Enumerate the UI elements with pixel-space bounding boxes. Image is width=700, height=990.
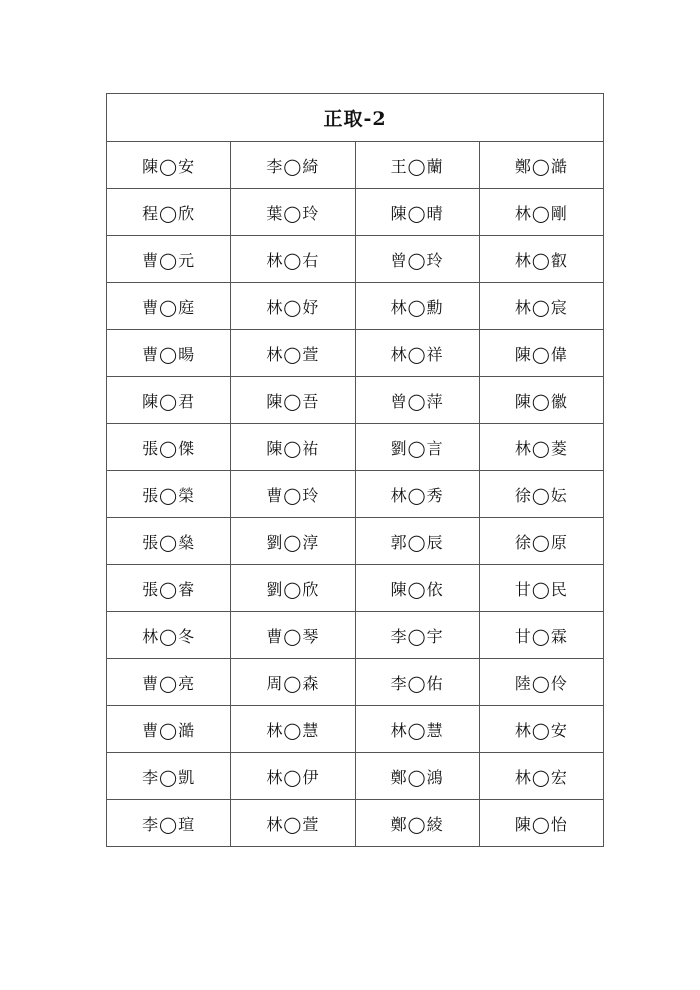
name-cell: 李◯凱 xyxy=(107,753,231,800)
name-cell: 林◯右 xyxy=(231,236,355,283)
name-cell: 李◯綺 xyxy=(231,142,355,189)
name-cell: 林◯宸 xyxy=(479,283,603,330)
name-cell: 曹◯亮 xyxy=(107,659,231,706)
name-cell: 張◯燊 xyxy=(107,518,231,565)
name-cell: 鄭◯綾 xyxy=(355,800,479,847)
name-cell: 張◯榮 xyxy=(107,471,231,518)
name-cell: 劉◯淳 xyxy=(231,518,355,565)
name-cell: 林◯祥 xyxy=(355,330,479,377)
name-cell: 陸◯伶 xyxy=(479,659,603,706)
name-cell: 劉◯言 xyxy=(355,424,479,471)
name-cell: 林◯叡 xyxy=(479,236,603,283)
name-cell: 李◯瑄 xyxy=(107,800,231,847)
name-cell: 林◯萱 xyxy=(231,800,355,847)
name-cell: 林◯秀 xyxy=(355,471,479,518)
name-cell: 林◯宏 xyxy=(479,753,603,800)
name-cell: 葉◯玲 xyxy=(231,189,355,236)
name-cell: 鄭◯澔 xyxy=(479,142,603,189)
name-cell: 甘◯民 xyxy=(479,565,603,612)
name-cell: 陳◯怡 xyxy=(479,800,603,847)
name-cell: 林◯剛 xyxy=(479,189,603,236)
name-cell: 曾◯玲 xyxy=(355,236,479,283)
title-row xyxy=(107,94,604,142)
name-cell: 陳◯吾 xyxy=(231,377,355,424)
name-cell: 王◯蘭 xyxy=(355,142,479,189)
name-cell: 曹◯琴 xyxy=(231,612,355,659)
name-cell: 甘◯霖 xyxy=(479,612,603,659)
name-cell: 陳◯依 xyxy=(355,565,479,612)
name-cell: 陳◯偉 xyxy=(479,330,603,377)
name-cell: 李◯宇 xyxy=(355,612,479,659)
table-row xyxy=(107,565,604,612)
admission-list-table xyxy=(106,93,604,847)
name-cell: 李◯佑 xyxy=(355,659,479,706)
name-cell: 陳◯晴 xyxy=(355,189,479,236)
name-cell: 鄭◯鴻 xyxy=(355,753,479,800)
table-row xyxy=(107,424,604,471)
table-row xyxy=(107,518,604,565)
name-cell: 林◯慧 xyxy=(355,706,479,753)
name-cell: 林◯慧 xyxy=(231,706,355,753)
name-cell: 張◯傑 xyxy=(107,424,231,471)
table-title: 正取-2 xyxy=(107,94,604,142)
name-cell: 郭◯辰 xyxy=(355,518,479,565)
table-row xyxy=(107,142,604,189)
name-cell: 陳◯安 xyxy=(107,142,231,189)
name-cell: 林◯菱 xyxy=(479,424,603,471)
name-cell: 林◯冬 xyxy=(107,612,231,659)
name-cell: 程◯欣 xyxy=(107,189,231,236)
table-row xyxy=(107,706,604,753)
table-row xyxy=(107,283,604,330)
table-row xyxy=(107,471,604,518)
name-cell: 林◯安 xyxy=(479,706,603,753)
name-rows xyxy=(107,142,604,847)
name-cell: 陳◯君 xyxy=(107,377,231,424)
table-row xyxy=(107,330,604,377)
table-row xyxy=(107,800,604,847)
name-cell: 林◯勳 xyxy=(355,283,479,330)
name-cell: 林◯萱 xyxy=(231,330,355,377)
table-row xyxy=(107,189,604,236)
name-cell: 劉◯欣 xyxy=(231,565,355,612)
name-cell: 曹◯暘 xyxy=(107,330,231,377)
name-cell: 林◯妤 xyxy=(231,283,355,330)
name-cell: 張◯睿 xyxy=(107,565,231,612)
name-cell: 曹◯玲 xyxy=(231,471,355,518)
name-cell: 陳◯徽 xyxy=(479,377,603,424)
table-row xyxy=(107,659,604,706)
name-cell: 林◯伊 xyxy=(231,753,355,800)
name-cell: 徐◯原 xyxy=(479,518,603,565)
table-row xyxy=(107,236,604,283)
name-cell: 曹◯庭 xyxy=(107,283,231,330)
table-row xyxy=(107,612,604,659)
name-cell: 曹◯澔 xyxy=(107,706,231,753)
name-cell: 曾◯萍 xyxy=(355,377,479,424)
name-cell: 周◯森 xyxy=(231,659,355,706)
name-cell: 曹◯元 xyxy=(107,236,231,283)
table-row xyxy=(107,753,604,800)
name-cell: 徐◯妘 xyxy=(479,471,603,518)
table-row xyxy=(107,377,604,424)
name-cell: 陳◯祐 xyxy=(231,424,355,471)
